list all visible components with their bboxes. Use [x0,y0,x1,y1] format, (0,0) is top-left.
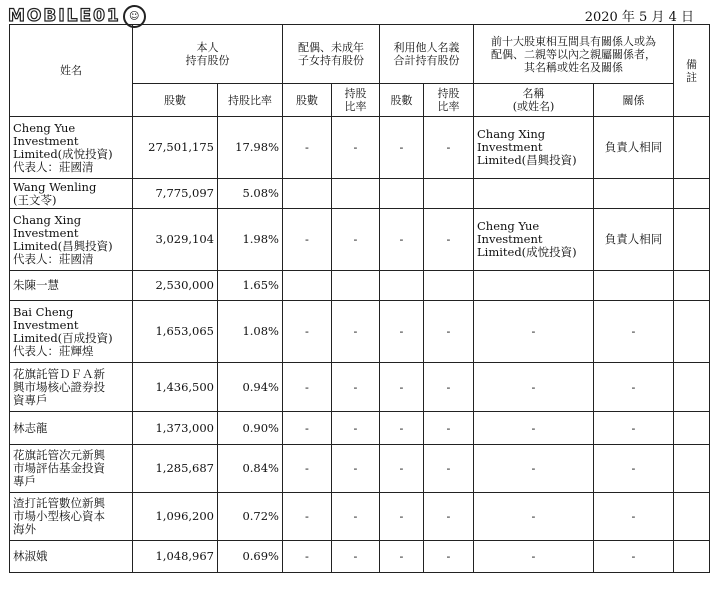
spouse-shares: - [283,117,332,179]
spouse-ratio: - [332,445,380,493]
shareholder-name: Wang Wenling (王文苓) [10,179,133,209]
shareholder-name: 朱陳一慧 [10,271,133,301]
self-shares: 2,530,000 [133,271,218,301]
table-row [10,412,710,445]
self-ratio: 1.98% [218,209,283,271]
self-shares: 27,501,175 [133,117,218,179]
nominee-shares: - [380,445,424,493]
related-party-name: - [474,445,594,493]
nominee-ratio: - [424,209,474,271]
spouse-shares: - [283,412,332,445]
spouse-shares: - [283,363,332,412]
self-shares: 1,096,200 [133,493,218,541]
nominee-ratio: - [424,117,474,179]
header-related: 前十大股東相互間具有關係人或為 配偶、二親等以內之親屬關係者， 其名稱或姓名及關係 [474,25,674,84]
nominee-ratio: - [424,493,474,541]
remarks-cell [674,493,710,541]
nominee-shares: - [380,117,424,179]
related-party-name: - [474,363,594,412]
header-self-shares: 股數 [133,84,218,117]
relation: - [594,493,674,541]
spouse-shares: - [283,541,332,573]
remarks-cell [674,209,710,271]
spouse-ratio: - [332,363,380,412]
self-ratio: 1.08% [218,301,283,363]
header-nominee-ratio: 持股 比率 [424,84,474,117]
self-ratio: 0.90% [218,412,283,445]
spouse-shares: - [283,301,332,363]
self-shares: 3,029,104 [133,209,218,271]
related-party-name: - [474,493,594,541]
header-nominee-shares: 股數 [380,84,424,117]
nominee-ratio: - [424,541,474,573]
relation: - [594,541,674,573]
header-spouse-shares: 股數 [283,84,332,117]
spouse-shares [283,179,332,209]
remarks-cell [674,412,710,445]
spouse-shares [283,271,332,301]
related-party-name: - [474,412,594,445]
nominee-shares [380,271,424,301]
related-party-name: Chang Xing Investment Limited(昌興投資) [474,117,594,179]
related-party-name [474,271,594,301]
relation: 負責人相同 [594,209,674,271]
smiley-icon: ☺ [123,5,146,28]
shareholder-table [9,24,710,573]
table-row [10,179,710,209]
relation: - [594,445,674,493]
self-shares: 1,285,687 [133,445,218,493]
spouse-ratio: - [332,301,380,363]
shareholder-name: 渣打託管數位新興 市場小型核心資本 海外 [10,493,133,541]
spouse-ratio: - [332,541,380,573]
self-ratio: 0.72% [218,493,283,541]
table-row [10,117,710,179]
related-party-name [474,179,594,209]
relation [594,179,674,209]
shareholder-name: Cheng Yue Investment Limited(成悅投資) 代表人：莊國清 [10,117,133,179]
self-ratio: 0.69% [218,541,283,573]
watermark-text: MOBILE01 [8,6,121,26]
relation: 負責人相同 [594,117,674,179]
remarks-cell [674,117,710,179]
related-party-name: - [474,301,594,363]
header-self-ratio: 持股比率 [218,84,283,117]
spouse-shares: - [283,209,332,271]
remarks-cell [674,541,710,573]
shareholder-name: Bai Cheng Investment Limited(百成投資) 代表人：莊輝煌 [10,301,133,363]
spouse-ratio: - [332,117,380,179]
self-ratio: 0.94% [218,363,283,412]
self-ratio: 5.08% [218,179,283,209]
header-remarks: 備 註 [674,25,710,117]
self-shares: 1,048,967 [133,541,218,573]
self-shares: 1,373,000 [133,412,218,445]
relation: - [594,363,674,412]
table-row [10,541,710,573]
relation: - [594,301,674,363]
shareholder-name: Chang Xing Investment Limited(昌興投資) 代表人：莊國清 [10,209,133,271]
spouse-ratio: - [332,493,380,541]
header-relation: 關係 [594,84,674,117]
nominee-shares [380,179,424,209]
self-shares: 7,775,097 [133,179,218,209]
remarks-cell [674,271,710,301]
spouse-ratio [332,179,380,209]
self-shares: 1,436,500 [133,363,218,412]
nominee-shares: - [380,493,424,541]
table-row [10,301,710,363]
nominee-shares: - [380,412,424,445]
remarks-cell [674,363,710,412]
relation [594,271,674,301]
shareholder-name: 林志龍 [10,412,133,445]
table-row [10,209,710,271]
nominee-ratio: - [424,445,474,493]
shareholder-name: 林淑娥 [10,541,133,573]
self-ratio: 1.65% [218,271,283,301]
spouse-shares: - [283,493,332,541]
nominee-ratio: - [424,363,474,412]
header-spouse-ratio: 持股 比率 [332,84,380,117]
shareholder-name: 花旗託管ＤＦＡ新 興市場核心證券投 資專戶 [10,363,133,412]
remarks-cell [674,301,710,363]
remarks-cell [674,179,710,209]
spouse-shares: - [283,445,332,493]
nominee-shares: - [380,301,424,363]
self-ratio: 17.98% [218,117,283,179]
nominee-ratio [424,179,474,209]
header-nominee: 利用他人名義 合計持有股份 [380,25,474,84]
header-self: 本人 持有股份 [133,25,283,84]
nominee-ratio [424,271,474,301]
nominee-shares: - [380,541,424,573]
nominee-shares: - [380,209,424,271]
table-row [10,363,710,412]
related-party-name: - [474,541,594,573]
table-row [10,493,710,541]
spouse-ratio: - [332,209,380,271]
nominee-shares: - [380,363,424,412]
self-shares: 1,653,065 [133,301,218,363]
shareholder-name: 花旗託管次元新興 市場評估基金投資 專戶 [10,445,133,493]
table-row [10,271,710,301]
header-related-name: 名稱 (或姓名) [474,84,594,117]
related-party-name: Cheng Yue Investment Limited(成悅投資) [474,209,594,271]
table-row [10,445,710,493]
header-name: 姓名 [10,25,133,117]
spouse-ratio [332,271,380,301]
self-ratio: 0.84% [218,445,283,493]
header-spouse: 配偶、未成年 子女持有股份 [283,25,380,84]
remarks-cell [674,445,710,493]
report-date: 2020 年 5 月 4 日 [584,10,694,25]
spouse-ratio: - [332,412,380,445]
relation: - [594,412,674,445]
nominee-ratio: - [424,301,474,363]
nominee-ratio: - [424,412,474,445]
